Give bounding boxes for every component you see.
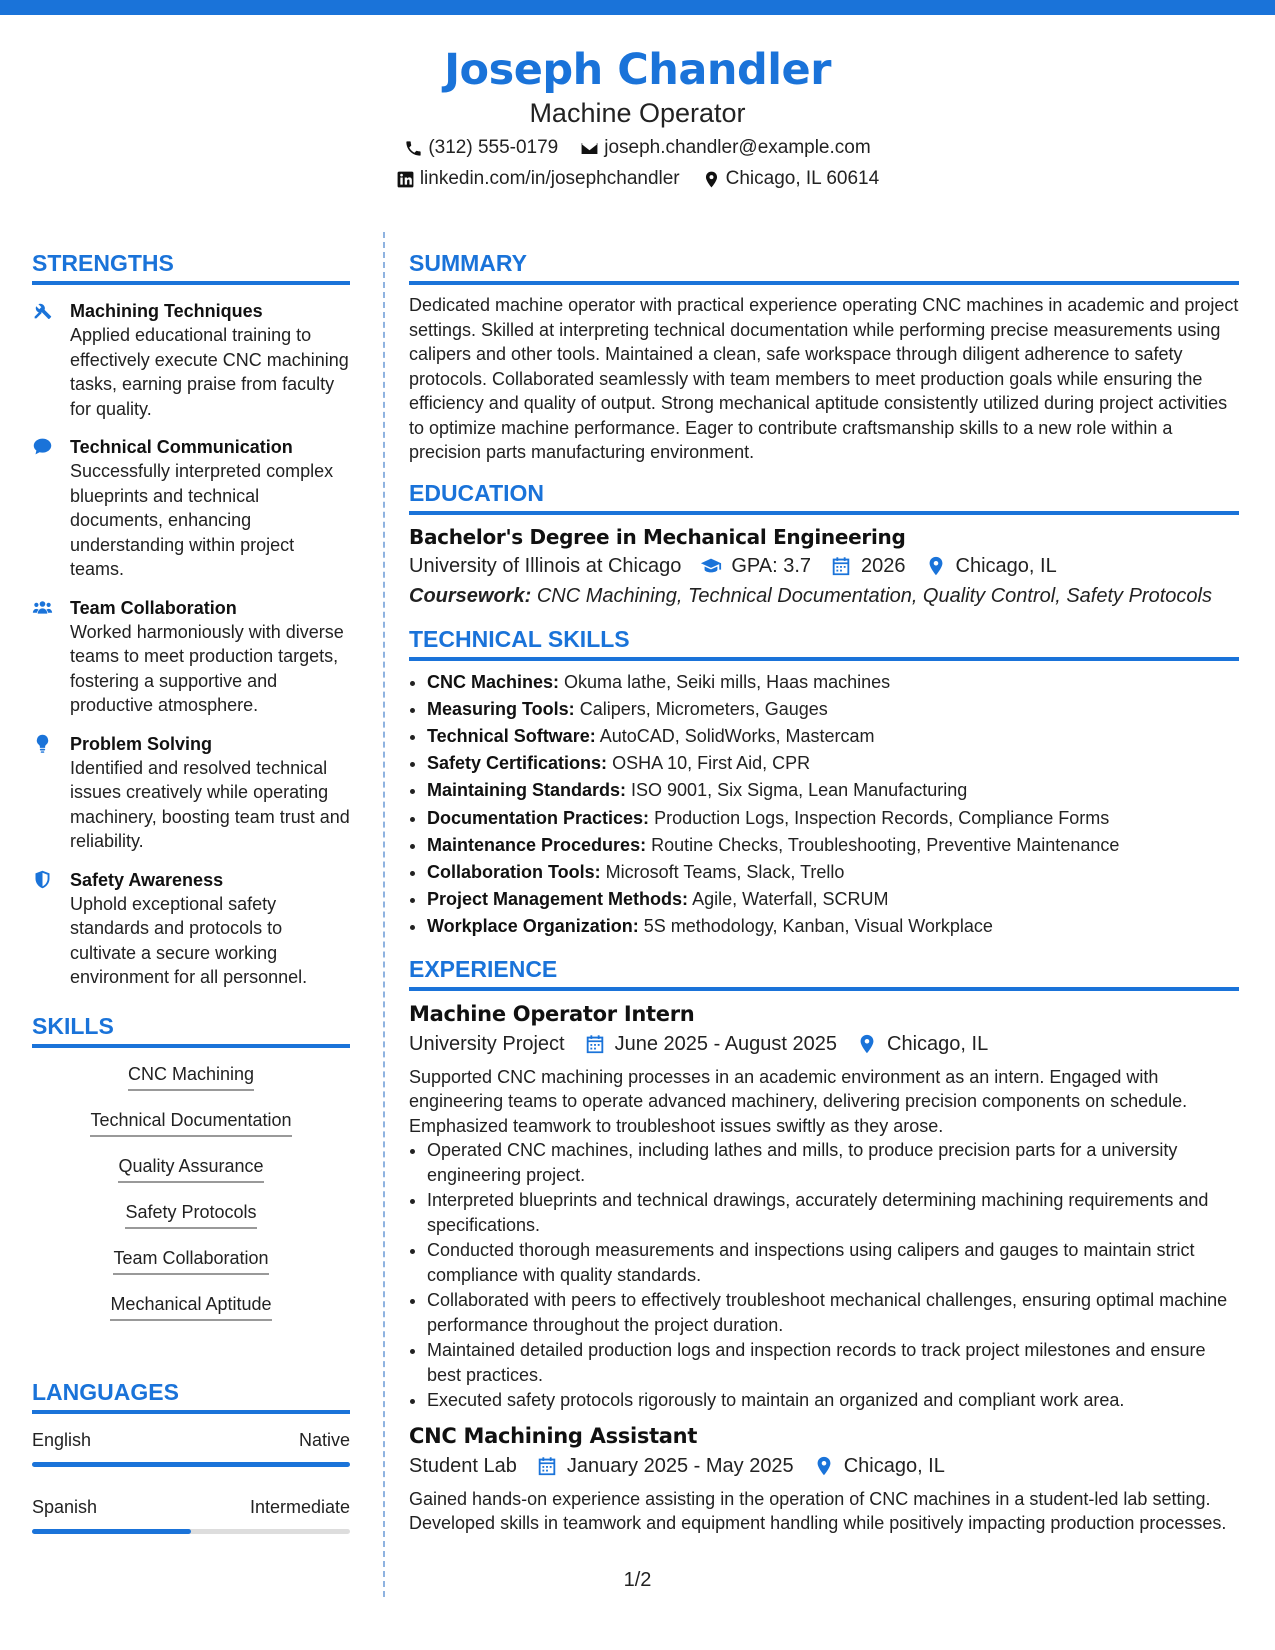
candidate-role: Machine Operator bbox=[529, 98, 746, 128]
skill-label: CNC Machines: bbox=[427, 671, 560, 692]
summary-section bbox=[409, 249, 1239, 465]
resume-header bbox=[0, 40, 1275, 191]
technical-skill-item bbox=[427, 750, 1239, 777]
technical-skills-list bbox=[409, 669, 1239, 941]
technical-skills-heading: TECHNICAL SKILLS bbox=[409, 625, 1239, 661]
strength-title: Team Collaboration bbox=[70, 597, 237, 618]
strength-item bbox=[32, 732, 350, 854]
top-accent-bar bbox=[0, 0, 1275, 15]
language-proficiency-bar bbox=[32, 1529, 350, 1534]
education-location: Chicago, IL bbox=[955, 554, 1057, 577]
technical-skill-item bbox=[427, 805, 1239, 832]
job-bullet: • Conducted thorough measurements and inspections using calipers and gauges to maintain strict compliance with quality standards. bbox=[427, 1238, 1239, 1287]
location-contact bbox=[702, 167, 880, 191]
job-summary: Supported CNC machining processes in an academic environment as an intern. Engaged with engineering teams to operate advanced machinery, delivering precision components on schedule. Emphasized teamwork to troubleshoot issues swiftly as they arose. bbox=[409, 1066, 1188, 1136]
job-location: Chicago, IL bbox=[843, 1454, 945, 1477]
language-proficiency-fill bbox=[32, 1529, 191, 1534]
strength-desc: Uphold exceptional safety standards and protocols to cultivate a secure working environment for all personnel. bbox=[70, 893, 308, 987]
language-item bbox=[32, 1428, 350, 1467]
job-bullets bbox=[409, 1138, 1239, 1413]
skill-value: AutoCAD, SolidWorks, Mastercam bbox=[599, 725, 875, 746]
candidate-name: Joseph Chandler bbox=[444, 45, 831, 95]
job-dates: January 2025 - May 2025 bbox=[566, 1454, 794, 1477]
map-pin-icon bbox=[702, 170, 721, 189]
skill-label: Project Management Methods: bbox=[427, 889, 689, 910]
coursework-label: Coursework: bbox=[409, 584, 532, 607]
coursework-line bbox=[409, 581, 1239, 611]
languages-heading: LANGUAGES bbox=[32, 1378, 350, 1414]
page-number: 1/2 bbox=[623, 1569, 652, 1591]
skill-tag: Safety Protocols bbox=[125, 1200, 256, 1229]
contact-row-2 bbox=[0, 167, 1275, 191]
speech-bubble-icon bbox=[32, 436, 53, 457]
strength-title: Safety Awareness bbox=[70, 869, 224, 890]
skill-value: OSHA 10, First Aid, CPR bbox=[612, 753, 811, 774]
strength-title: Problem Solving bbox=[70, 733, 213, 754]
job-org: University Project bbox=[409, 1032, 565, 1055]
experience-section bbox=[409, 955, 1239, 1536]
language-item bbox=[32, 1495, 350, 1534]
language-name: English bbox=[32, 1429, 92, 1450]
skill-label: Maintenance Procedures: bbox=[427, 834, 647, 855]
skill-label: Maintaining Standards: bbox=[427, 780, 627, 801]
map-pin-icon bbox=[856, 1033, 878, 1055]
strength-item bbox=[32, 868, 350, 990]
job-summary: Gained hands-on experience assisting in the operation of CNC machines in a student-led lab setting. Developed skills in teamwork and equipment handling while positively impacting production processes. bbox=[409, 1488, 1227, 1534]
skill-tag: Quality Assurance bbox=[118, 1154, 263, 1183]
strength-desc: Applied educational training to effectively execute CNC machining tasks, earning praise from faculty for quality. bbox=[70, 325, 349, 419]
job-org: Student Lab bbox=[409, 1454, 517, 1477]
strength-item bbox=[32, 596, 350, 718]
summary-heading: SUMMARY bbox=[409, 249, 1239, 285]
summary-text: Dedicated machine operator with practical experience operating CNC machines in academic and project settings. Skilled at interpreting technical documentation while performing precise measurements using calipers and other tools. Maintained a clean, safe workspace through diligent adherence to safety protocols. Collaborated seamlessly with team members to meet production goals while ensuring the efficiency and quality of output. Strong mechanical aptitude consistently utilized during project activities to optimize machine performance. Eager to contribute craftsmanship skills to a new role within a precision parts manufacturing environment. bbox=[409, 295, 1239, 462]
strength-desc: Successfully interpreted complex blueprints and technical documents, enhancing understanding within project teams. bbox=[70, 461, 334, 579]
email-text: joseph.chandler@example.com bbox=[604, 137, 871, 158]
languages-section bbox=[32, 1378, 350, 1534]
job-location: Chicago, IL bbox=[887, 1032, 989, 1055]
right-column bbox=[409, 249, 1239, 1536]
skill-value: Microsoft Teams, Slack, Trello bbox=[605, 861, 845, 882]
calendar-icon bbox=[830, 555, 852, 577]
skills-list bbox=[32, 1062, 350, 1338]
skill-label: Workplace Organization: bbox=[427, 916, 639, 937]
calendar-icon bbox=[584, 1033, 606, 1055]
school-name: University of Illinois at Chicago bbox=[409, 554, 682, 577]
technical-skill-item bbox=[427, 723, 1239, 750]
skill-value: Okuma lathe, Seiki mills, Haas machines bbox=[564, 671, 891, 692]
technical-skill-item bbox=[427, 886, 1239, 913]
skill-value: 5S methodology, Kanban, Visual Workplace bbox=[643, 916, 993, 937]
location-text: Chicago, IL 60614 bbox=[725, 168, 880, 189]
language-level: Intermediate bbox=[249, 1496, 350, 1517]
language-proficiency-fill bbox=[32, 1462, 350, 1467]
technical-skill-item bbox=[427, 777, 1239, 804]
column-divider bbox=[383, 232, 385, 1597]
job-bullet: • Interpreted blueprints and technical drawings, accurately determining machining requirements and specifications. bbox=[427, 1188, 1239, 1237]
job-title: Machine Operator Intern bbox=[409, 1001, 695, 1026]
job-bullet: • Maintained detailed production logs and inspection records to track project milestones and ensure best practices. bbox=[427, 1338, 1239, 1387]
envelope-icon bbox=[580, 139, 599, 158]
skill-tag: CNC Machining bbox=[128, 1062, 254, 1091]
skill-value: Routine Checks, Troubleshooting, Preventive Maintenance bbox=[651, 834, 1120, 855]
skill-value: Calipers, Micrometers, Gauges bbox=[579, 698, 828, 719]
technical-skill-item bbox=[427, 669, 1239, 696]
tools-icon bbox=[32, 300, 53, 321]
technical-skill-item bbox=[427, 913, 1239, 940]
degree-title: Bachelor's Degree in Mechanical Engineering bbox=[409, 524, 906, 549]
skill-value: ISO 9001, Six Sigma, Lean Manufacturing bbox=[631, 780, 968, 801]
linkedin-text: linkedin.com/in/josephchandler bbox=[419, 168, 680, 189]
skill-label: Safety Certifications: bbox=[427, 753, 608, 774]
linkedin-icon bbox=[396, 170, 415, 189]
gpa-text: GPA: 3.7 bbox=[731, 554, 812, 577]
shield-icon bbox=[32, 869, 53, 890]
map-pin-icon bbox=[925, 555, 947, 577]
skill-tag: Team Collaboration bbox=[113, 1246, 268, 1275]
strength-title: Machining Techniques bbox=[70, 301, 263, 321]
job-dates: June 2025 - August 2025 bbox=[614, 1032, 838, 1055]
job-entry bbox=[409, 999, 1239, 1413]
users-icon bbox=[32, 597, 53, 618]
phone-text: (312) 555-0179 bbox=[428, 137, 559, 158]
job-bullet: • Collaborated with peers to effectively troubleshoot mechanical challenges, ensuring optimal machine performance throughout the project duration. bbox=[427, 1288, 1239, 1337]
coursework-text: CNC Machining, Technical Documentation, Quality Control, Safety Protocols bbox=[536, 584, 1212, 607]
strengths-heading: STRENGTHS bbox=[32, 249, 350, 285]
skill-label: Measuring Tools: bbox=[427, 698, 575, 719]
education-section bbox=[409, 479, 1239, 611]
strength-desc: Identified and resolved technical issues creatively while operating machinery, boosting team trust and reliability. bbox=[70, 757, 350, 851]
phone-contact[interactable] bbox=[404, 136, 558, 160]
skill-label: Technical Software: bbox=[427, 725, 596, 746]
technical-skill-item bbox=[427, 832, 1239, 859]
skill-value: Production Logs, Inspection Records, Compliance Forms bbox=[654, 807, 1110, 828]
lightbulb-icon bbox=[32, 733, 53, 754]
language-name: Spanish bbox=[32, 1496, 98, 1517]
language-level: Native bbox=[298, 1429, 350, 1450]
skills-heading: SKILLS bbox=[32, 1012, 350, 1048]
left-column bbox=[32, 249, 350, 1534]
skill-tag: Technical Documentation bbox=[90, 1108, 291, 1137]
language-proficiency-bar bbox=[32, 1462, 350, 1467]
phone-icon bbox=[404, 139, 423, 158]
skills-section bbox=[32, 1012, 350, 1338]
strength-item bbox=[32, 435, 350, 582]
strength-item bbox=[32, 299, 350, 421]
technical-skill-item bbox=[427, 859, 1239, 886]
job-meta bbox=[409, 1029, 1239, 1059]
job-entry bbox=[409, 1421, 1239, 1536]
skill-tag: Mechanical Aptitude bbox=[110, 1292, 271, 1321]
education-heading: EDUCATION bbox=[409, 479, 1239, 515]
contact-row-1 bbox=[0, 136, 1275, 160]
education-meta bbox=[409, 551, 1239, 581]
experience-heading: EXPERIENCE bbox=[409, 955, 1239, 991]
skill-label: Collaboration Tools: bbox=[427, 861, 601, 882]
linkedin-contact[interactable] bbox=[396, 167, 680, 191]
skill-value: Agile, Waterfall, SCRUM bbox=[692, 889, 889, 910]
email-contact[interactable] bbox=[580, 136, 870, 160]
graduation-year: 2026 bbox=[861, 554, 906, 577]
skill-label: Documentation Practices: bbox=[427, 807, 650, 828]
strength-title: Technical Communication bbox=[70, 437, 293, 457]
graduation-cap-icon bbox=[700, 555, 722, 577]
technical-skill-item bbox=[427, 696, 1239, 723]
job-bullet: • Operated CNC machines, including lathes and mills, to produce precision parts for a university engineering project. bbox=[427, 1138, 1239, 1187]
job-meta bbox=[409, 1451, 1239, 1481]
job-title: CNC Machining Assistant bbox=[409, 1423, 698, 1448]
job-bullet: • Executed safety protocols rigorously to maintain an organized and compliant work area. bbox=[427, 1388, 1239, 1413]
calendar-icon bbox=[536, 1455, 558, 1477]
map-pin-icon bbox=[813, 1455, 835, 1477]
strength-desc: Worked harmoniously with diverse teams to meet production targets, fostering a supportive and productive atmosphere. bbox=[70, 621, 344, 715]
technical-skills-section bbox=[409, 625, 1239, 941]
